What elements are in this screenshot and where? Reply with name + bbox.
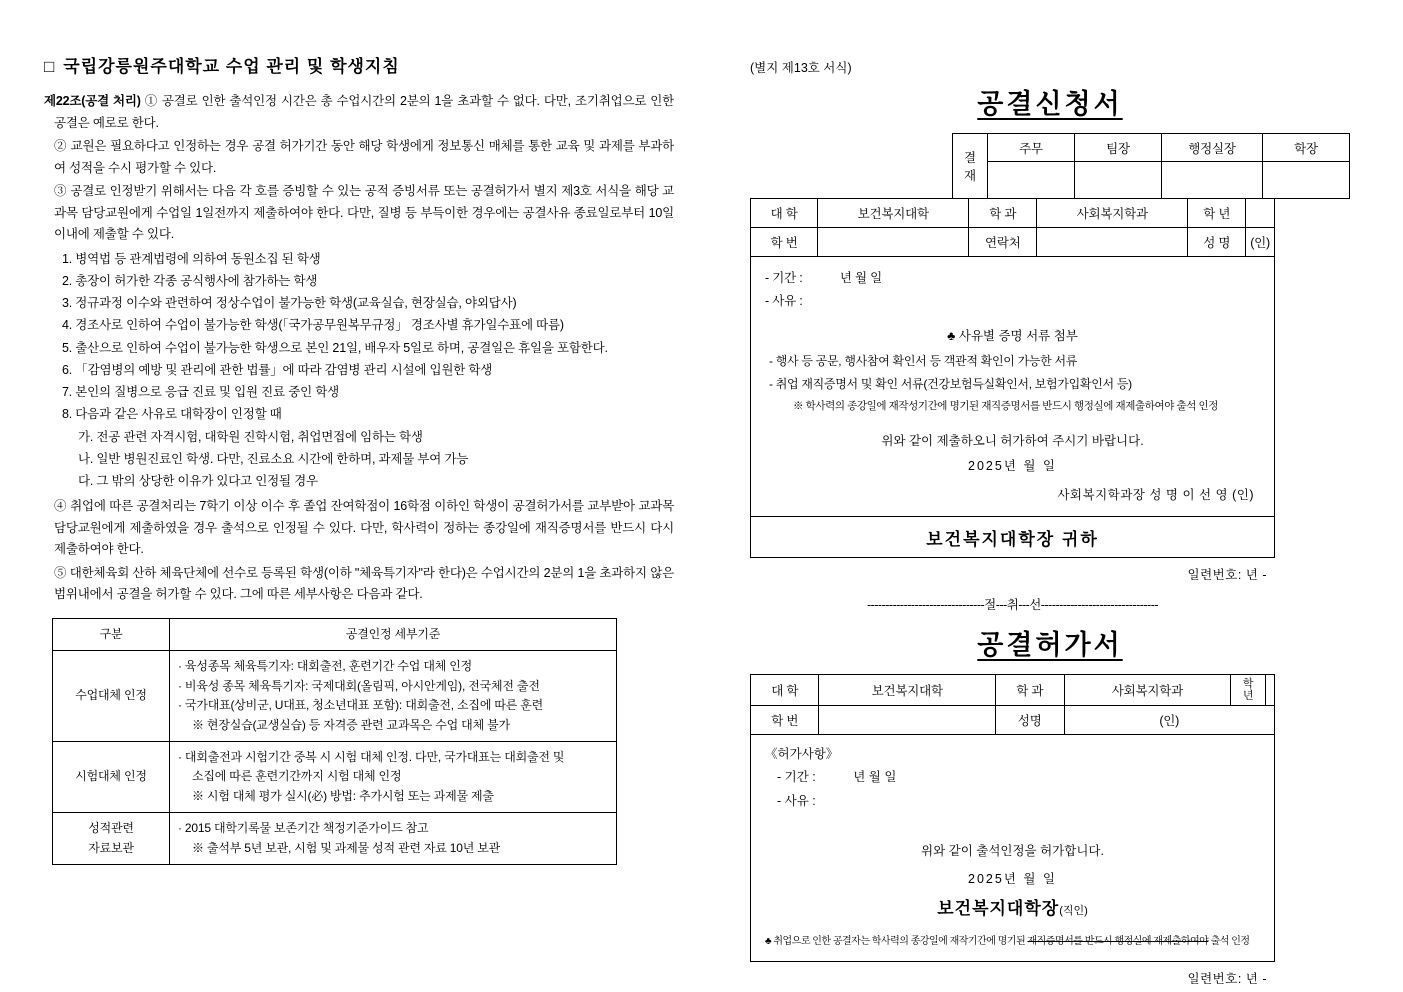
list-item: 1. 병역법 등 관계법령에 의하여 동원소집 된 학생 — [62, 251, 321, 266]
table-row-line: · 육성종목 체육특기자: 대회출전, 훈련기간 수업 대체 인정 — [178, 659, 473, 674]
guideline-section — [44, 52, 674, 865]
name-label: 성명 — [996, 705, 1064, 734]
approval-col-header: 팀장 — [1075, 134, 1162, 162]
request-statement: 위와 같이 제출하오니 허가하여 주시기 바랍니다. — [881, 434, 1144, 449]
approval-label-1: 결 — [964, 151, 976, 165]
sub-list-item: 가. 전공 관련 자격시험, 대학원 진학시험, 취업면접에 임하는 학생 — [78, 429, 423, 444]
table-row — [751, 228, 1275, 257]
year-label: 학 년 — [1188, 199, 1246, 228]
college-label: 대 학 — [751, 674, 819, 705]
approval-col-header: 행정실장 — [1162, 134, 1263, 162]
table-row — [751, 199, 1275, 228]
table-row-line: ※ 시험 대체 평가 실시(必) 방법: 추가시험 또는 과제물 제출 — [192, 788, 494, 803]
table-row-body — [170, 741, 617, 812]
table-row-line: 소집에 따른 훈련기간까지 시험 대체 인정 — [192, 769, 402, 784]
permit-date: 2025년 월 일 — [968, 871, 1057, 886]
numbered-list — [44, 248, 674, 426]
form-note: (별지 제13호 서식) — [750, 61, 852, 75]
article-paragraph-3: ③ 공결로 인정받기 위해서는 다음 각 호를 증빙할 수 있는 공적 증빙서류 또는 공결허가서 별지 제3호 서식을 해당 교과목 담당교원에게 수업일 1일전까지 제출하여야 한다. 다만, 질병 등 부득이한 경우에는 공결사유 종료일로부터 10일 이내에 제출할 수 있다. — [54, 184, 674, 241]
name-value[interactable]: (인) — [1064, 705, 1274, 734]
table-row-line: · 국가대표(상비군, U대표, 청소년대표 포함): 대회출전, 소집에 따른 훈련 — [178, 698, 544, 713]
permit-org — [765, 893, 1260, 925]
sub-list — [44, 426, 674, 493]
approval-block — [750, 133, 1350, 199]
period-label: - 기간 : — [777, 770, 816, 785]
period-row — [765, 267, 1260, 290]
table-row-label — [53, 813, 170, 865]
table-row — [53, 813, 617, 865]
name-label: 성 명 — [1188, 228, 1246, 257]
request-body-box — [750, 257, 1275, 517]
table-header-row — [53, 618, 617, 650]
approval-table — [952, 133, 1350, 199]
list-item: 6. 「감염병의 예방 및 관리에 관한 법률」에 따라 감염병 관리 시설에 입원한 학생 — [62, 362, 493, 377]
dept-value[interactable]: 사회복지학과 — [1064, 674, 1231, 705]
reason-label: - 사유 : — [765, 294, 803, 309]
table-row-line: ※ 현장실습(교생실습) 등 자격증 관련 교과목은 수업 대체 불가 — [192, 717, 510, 732]
sub-list-item: 나. 일반 병원진료인 학생. 다만, 진료소요 시간에 한하며, 과제물 부여 가능 — [78, 451, 469, 466]
table-header-cell: 공결인정 세부기준 — [170, 618, 617, 650]
permit-org-seal: (직인) — [1059, 905, 1088, 918]
permit-serial: 일련번호: 년 - — [1187, 971, 1267, 986]
table-row — [751, 705, 1275, 734]
approval-col-header: 학장 — [1263, 134, 1350, 162]
permit-statement: 위와 같이 출석인정을 허가합니다. — [921, 843, 1104, 858]
studentno-label: 학 번 — [751, 228, 818, 257]
period-label: - 기간 : — [765, 271, 803, 285]
attachment-note: ※ 학사력의 종강일에 재작성기간에 명기된 재직증명서를 반드시 행정실에 재제출하여야 출석 인정 — [793, 399, 1218, 412]
college-value[interactable]: 보건복지대학 — [819, 674, 996, 705]
dept-label: 학 과 — [969, 199, 1037, 228]
table-row-label-line: 성적관련 — [88, 821, 134, 836]
approval-value-row — [953, 162, 1350, 199]
name-value[interactable]: (인) — [1246, 228, 1275, 257]
list-item: 8. 다음과 같은 사유로 대학장이 인정할 때 — [62, 407, 282, 422]
contact-value[interactable] — [1037, 228, 1188, 257]
year-value[interactable] — [1266, 674, 1275, 705]
article-label: 제22조(공결 처리) — [44, 94, 141, 108]
page-title — [44, 52, 674, 77]
college-label: 대 학 — [751, 199, 818, 228]
article-paragraph-5: ⑤ 대한체육회 산하 체육단체에 선수로 등록된 학생(이하 "체육특기자"라 한다)은 수업시간의 2분의 1을 초과하지 않은 범위내에서 공결을 허가할 수 있다. 그에 따른 세부사항은 다음과 같다. — [54, 565, 674, 602]
permit-body-box — [750, 735, 1275, 962]
table-row-line: · 비육성 종목 체육특기자: 국제대회(올림픽, 아시안게임), 전국체전 출전 — [178, 678, 540, 693]
list-item: 7. 본인의 질병으로 응급 진료 및 입원 진료 중인 학생 — [62, 385, 339, 399]
reason-row — [765, 790, 1260, 814]
permit-footnote-prefix: ♣ 취업으로 인한 공결자는 학사력의 종강일에 재작기간에 명기된 — [765, 935, 1028, 947]
request-recipient: 보건복지대학장 귀하 — [750, 517, 1275, 558]
request-date: 2025년 월 일 — [968, 459, 1057, 474]
table-row-line: · 2015 대학기록물 보존기간 책정기준가이드 참고 — [178, 821, 429, 836]
table-row-line: ※ 출석부 5년 보관, 시험 및 과제물 성적 관련 자료 10년 보관 — [192, 840, 501, 855]
permit-form-title: 공결허가서 — [977, 629, 1123, 660]
approval-col-header: 주무 — [988, 134, 1075, 162]
approval-vertical-label — [953, 134, 988, 199]
table-row-label: 시험대체 인정 — [53, 741, 170, 812]
criteria-table — [52, 618, 617, 865]
table-row — [53, 651, 617, 742]
permit-section-label: 《허가사항》 — [765, 746, 839, 761]
article-paragraph-1-text: ① 공결로 인한 출석인정 시간은 총 수업시간의 2분의 1을 초과할 수 없다. 다만, 조기취업으로 인한 공결은 예로로 한다. — [54, 94, 674, 130]
period-value[interactable]: 년 월 일 — [839, 271, 882, 285]
approval-sign-cell[interactable] — [1075, 162, 1162, 199]
reason-row — [765, 290, 1260, 313]
forms-section — [750, 58, 1350, 987]
cut-line: --------------------------------절---취---선-------------------------------- — [866, 597, 1159, 612]
table-row-line: · 대회출전과 시험기간 중복 시 시험 대체 인정. 다만, 국가대표는 대회출전 및 — [178, 749, 565, 764]
permit-org-name: 보건복지대학장 — [937, 899, 1060, 919]
table-row-body — [170, 651, 617, 742]
permit-footnote-suffix: 출석 인정 — [1208, 935, 1250, 947]
permit-footnote — [765, 932, 1260, 951]
article-paragraph-4: ④ 취업에 따른 공결처리는 7학기 이상 이수 후 졸업 잔여학점이 16학점 이하인 학생이 공결허가서를 교부받아 교과목 담당교원에게 제출하였을 경우 출석으로 인정될 수 있다. 다만, 학사력이 정하는 종강일에 재직증명서를 반드시 다시 제출하여야 한다. — [54, 499, 674, 557]
table-row — [53, 741, 617, 812]
studentno-label: 학 번 — [751, 705, 819, 734]
request-serial: 일련번호: 년 - — [1187, 567, 1267, 582]
year-value[interactable] — [1246, 199, 1275, 228]
period-value[interactable]: 년 월 일 — [853, 770, 897, 785]
sub-list-item: 다. 그 밖의 상당한 이유가 있다고 인정될 경우 — [78, 474, 318, 488]
table-row-label-line: 자료보관 — [88, 840, 134, 855]
approval-sign-cell[interactable] — [988, 162, 1075, 199]
studentno-value[interactable] — [818, 228, 969, 257]
list-item: 4. 경조사로 인하여 수업이 불가능한 학생(「국가공무원복무규정」 경조사별 휴가일수표에 따름) — [62, 318, 564, 333]
table-row — [751, 674, 1275, 705]
request-form-title: 공결신청서 — [977, 89, 1123, 119]
article-paragraph-1 — [44, 91, 674, 134]
box-mark-icon: □ — [44, 57, 56, 76]
request-signer: 사회복지학과장 성 명 이 선 영 (인) — [1057, 488, 1254, 503]
permit-applicant-table — [750, 674, 1275, 735]
list-item: 5. 출산으로 인하여 수업이 불가능한 학생으로 본인 21일, 배우자 5일로 하며, 공결일은 휴일을 포함한다. — [62, 340, 608, 355]
college-value[interactable]: 보건복지대학 — [818, 199, 969, 228]
approval-header-row — [953, 134, 1350, 162]
approval-sign-cell[interactable] — [1263, 162, 1350, 199]
request-applicant-table — [750, 198, 1275, 257]
table-header-cell: 구분 — [53, 618, 170, 650]
list-item: 3. 정규과정 이수와 관련하여 정상수업이 불가능한 학생(교육실습, 현장실습, 야외답사) — [62, 296, 517, 310]
attachment-item: - 취업 재직증명서 및 확인 서류(건강보험득실확인서, 보험가입확인서 등) — [769, 376, 1132, 391]
table-row-label: 수업대체 인정 — [53, 651, 170, 742]
studentno-value[interactable] — [819, 705, 996, 734]
dept-value[interactable]: 사회복지학과 — [1037, 199, 1188, 228]
attachment-title: ♣ 사유별 증명 서류 첨부 — [947, 329, 1078, 344]
permit-footnote-strike: 재직증명서를 반드시 행정실에 재제출하여야 — [1027, 935, 1209, 947]
period-row — [765, 766, 1260, 790]
approval-label-2: 재 — [964, 169, 976, 183]
list-item: 2. 총장이 허가한 각종 공식행사에 참가하는 학생 — [62, 273, 318, 288]
attachment-item: - 행사 등 공문, 행사참여 확인서 등 객관적 확인이 가능한 서류 — [769, 354, 1078, 369]
year-label: 학 년 — [1231, 674, 1266, 705]
table-row-body — [170, 813, 617, 865]
contact-label: 연락처 — [969, 228, 1037, 257]
approval-sign-cell[interactable] — [1162, 162, 1263, 199]
page-title-text: 국립강릉원주대학교 수업 관리 및 학생지침 — [63, 57, 400, 76]
article-paragraph-2: ② 교원은 필요하다고 인정하는 경우 공결 허가기간 동안 해당 학생에게 정보통신 매체를 통한 교육 및 과제를 부과하여 성적을 수시 평가할 수 있다. — [54, 139, 674, 175]
reason-label: - 사유 : — [777, 794, 816, 809]
dept-label: 학 과 — [996, 674, 1064, 705]
